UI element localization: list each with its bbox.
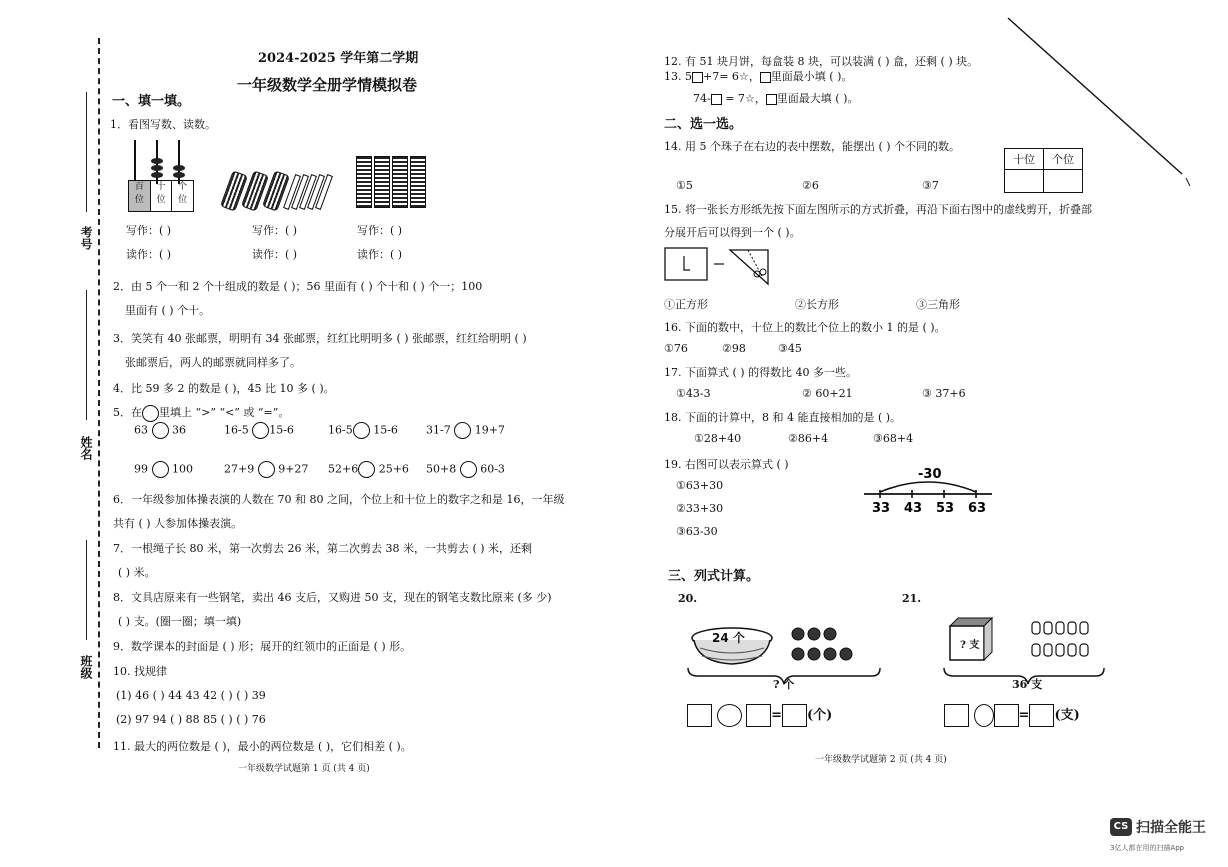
q18-option-3[interactable]: ③68+4 [873,432,914,445]
q1-read-2: 读作：( ) [252,248,298,261]
answer-box[interactable] [782,704,807,727]
tick-label: 53 [936,501,955,516]
xingming-label: 姓名 [79,436,93,460]
q18-text: 18. 下面的计算中，8 和 4 能直接相加的是 ( )。 [664,411,902,424]
q5-text [113,404,289,422]
q20-label: 20. [678,592,698,605]
q13-part: 里面最小填 ( )。 [770,70,853,83]
q19-option-3[interactable]: ③63-30 [676,525,718,538]
q14-option-2[interactable]: ②6 [802,179,819,192]
q17-option-2[interactable]: ② 60+21 [802,387,853,400]
q5-row2-item2 [224,461,308,478]
answer-box[interactable] [687,704,712,727]
q19-text: 19. 右图可以表示算式 ( ) [664,458,789,471]
paper-folding-illustration [664,246,784,286]
q1-write-2: 写作：( ) [252,224,298,237]
q5-row1-item3 [328,422,398,439]
number-line-diagram [860,464,1000,520]
q10-sequence-1: (1) 46 ( ) 44 43 42 ( ) ( ) 39 [116,689,266,702]
answer-circle[interactable] [460,461,477,478]
q3-line2: 张邮票后，两人的邮票就同样多了。 [125,356,301,369]
q5-row1-item4 [426,422,505,439]
q15-line2: 分展开后可以得到一个 ( )。 [664,226,801,239]
xingming-underline [86,290,87,420]
q14-text: 14. 用 5 个珠子在右边的表中摆数，能摆出 ( ) 个不同的数。 [664,140,961,153]
operator-circle[interactable] [717,704,742,727]
q17-option-1[interactable]: ①43-3 [676,387,711,400]
q5-value: 27+9 [224,462,255,476]
q11-text: 11. 最大的两位数是 ( )，最小的两位数是 ( )，它们相差 ( )。 [113,740,412,753]
q16-option-3[interactable]: ③45 [778,342,802,355]
star-icon: ☆ [744,92,755,105]
answer-circle[interactable] [152,422,169,439]
equals-sign: = [1018,708,1030,723]
page2-footer: 一年级数学试题第 2 页 (共 4 页) [815,755,947,765]
q5-prefix: 5．在 [113,406,142,419]
answer-circle[interactable] [152,461,169,478]
q1-read-3: 读作：( ) [357,248,403,261]
scanner-tagline: 3亿人都在用的扫描App [1110,844,1185,852]
box-label: ? 支 [960,640,980,651]
q5-value: 16-5 [328,423,353,437]
abacus-hundreds-pos: 位 [134,195,144,205]
q5-value: 16-5 [224,423,249,437]
ones-header: 个位 [1044,149,1083,170]
q13-part: 74- [693,92,711,105]
q13-part: +7= 6 [703,70,739,83]
section-2-heading: 二、选一选。 [664,117,743,132]
q5-value: 100 [172,462,193,476]
q3-line1: 3．笑笑有 40 张邮票，明明有 34 张邮票，红红比明明多 ( ) 张邮票，红红给明明 ( ) [113,332,527,345]
q21-total-label: 36 支 [1012,678,1043,691]
kaohao-underline [86,92,87,212]
answer-box[interactable] [746,704,771,727]
place-value-blocks-illustration [356,156,428,212]
q15-option-3[interactable]: ③三角形 [916,298,960,311]
blank-square[interactable] [711,94,722,105]
basket-label: 24 个 [712,631,745,645]
q5-row1-item2 [224,422,294,439]
arc-label: -30 [918,467,942,482]
q1-read-1: 读作：( ) [126,248,172,261]
q15-option-1[interactable]: ①正方形 [664,298,708,311]
answer-circle[interactable] [252,422,269,439]
q13-line1 [664,68,852,84]
equals-sign: = [771,708,782,723]
q20-unit: (个) [806,708,833,723]
abacus-tens: 十 [156,182,166,192]
q21-unit: (支) [1054,708,1080,723]
tick-label: 43 [904,501,923,516]
q15-option-2[interactable]: ②长方形 [795,298,839,311]
stick-bundles-illustration [226,172,329,214]
tens-cell [1005,170,1044,193]
q13-line2 [693,90,858,106]
q13-part: = 7 [725,92,745,105]
answer-box[interactable] [944,704,969,727]
q5-row2-item4 [426,461,505,478]
q20-equation [687,704,832,727]
q5-value: 52+6 [328,462,359,476]
banji-label: 班级 [79,655,93,679]
answer-box[interactable] [994,704,1019,727]
q5-value: 31-7 [426,423,451,437]
q5-row1-item1 [134,422,186,439]
q19-option-2[interactable]: ②33+30 [676,502,724,515]
q5-suffix: 里填上 “>” “<” 或 “=”。 [159,406,290,419]
q2-line1: 2．由 5 个一和 2 个十组成的数是 ( )；56 里面有 ( ) 个十和 ( ) 个一；100 [113,280,483,293]
q13-part: ， [748,70,760,83]
q8-line2: ( ) 支。(圈一圈；填一填) [118,615,242,628]
q14-option-3[interactable]: ③7 [922,179,939,192]
banji-underline [86,540,87,640]
q8-line1: 8．文具店原来有一些钢笔，卖出 46 支后，又购进 50 支，现在的钢笔支数比原来 (多 少) [113,591,552,604]
q16-text: 16. 下面的数中，十位上的数比个位上的数小 1 的是 ( )。 [664,321,946,334]
q5-value: 19+7 [474,423,505,437]
q10-sequence-2: (2) 97 94 ( ) 88 85 ( ) ( ) 76 [116,713,266,726]
q5-row2-item3 [328,461,409,478]
binding-dashed-line [98,38,100,748]
answer-circle[interactable] [358,461,375,478]
q5-value: 60-3 [480,462,505,476]
q13-part: ， [754,92,766,105]
blank-square[interactable] [692,72,703,83]
q1-write-3: 写作：( ) [357,224,403,237]
abacus-hundreds: 百 [134,182,144,192]
q5-row2-item1 [134,461,193,478]
q19-option-1[interactable]: ①63+30 [676,479,724,492]
q1-text: 1．看图写数、读数。 [110,118,216,131]
ones-cell [1044,170,1083,193]
q7-line2: ( ) 米。 [118,566,156,579]
section-3-heading: 三、列式计算。 [668,569,760,584]
answer-circle[interactable] [454,422,471,439]
abacus-ones: 个 [178,182,188,192]
q13-part: 里面最大填 ( )。 [776,92,859,105]
compare-circle-icon [142,405,159,422]
q16-option-1[interactable]: ①76 [664,342,688,355]
page1-footer: 一年级数学试题第 1 页 (共 4 页) [238,764,370,774]
abacus-tens-pos: 位 [156,195,166,205]
q6-line2: 共有 ( ) 人参加体操表演。 [113,517,243,530]
q5-value: 36 [172,423,186,437]
q9-text: 9．数学课本的封面是 ( ) 形；展开的红领巾的正面是 ( ) 形。 [113,640,412,653]
q13-part: 13. 5 [664,70,692,83]
operator-circle[interactable] [974,704,994,727]
scanner-brand: 扫描全能王 [1136,820,1206,836]
q2-line2: 里面有 ( ) 个十。 [125,304,211,317]
blank-square[interactable] [760,72,771,83]
q16-option-2[interactable]: ②98 [722,342,746,355]
q5-value: 15-6 [269,423,294,437]
q5-value: 9+27 [278,462,309,476]
q5-value: 15-6 [373,423,398,437]
q21-label: 21. [902,592,922,605]
q15-line1: 15. 将一张长方形纸先按下面左图所示的方式折叠，再沿下面右图中的虚线剪开，折叠部 [664,203,1092,216]
q5-value: 25+6 [378,462,409,476]
exam-title: 一年级数学全册学情模拟卷 [237,76,418,94]
q7-line1: 7．一根绳子长 80 米，第一次剪去 26 米，第二次剪去 38 米，一共剪去 ( ) 米，还剩 [113,542,533,555]
tens-header: 十位 [1005,149,1044,170]
q1-write-1: 写作：( ) [126,224,172,237]
q12-text: 12. 有 51 块月饼，每盒装 8 块，可以装满 ( ) 盒，还剩 ( ) 块。 [664,55,979,68]
q17-text: 17. 下面算式 ( ) 的得数比 40 多一些。 [664,366,858,379]
tick-label: 33 [872,501,891,516]
star-icon: ☆ [738,70,749,83]
answer-circle[interactable] [353,422,370,439]
q4-text: 4．比 59 多 2 的数是 ( )，45 比 10 多 ( )。 [113,382,335,395]
section-1-heading: 一、填一填。 [112,94,191,109]
scanner-logo-icon: CS [1110,818,1132,836]
q17-option-3[interactable]: ③ 37+6 [922,387,966,400]
q5-value: 63 [134,423,148,437]
q6-line1: 6．一年级参加体操表演的人数在 70 和 80 之间，个位上和十位上的数字之和是 16，一年级 [113,493,565,506]
abacus-illustration [128,136,192,212]
q18-option-1[interactable]: ①28+40 [694,432,742,445]
answer-box[interactable] [1029,704,1054,727]
kaohao-label: 考号 [79,226,93,250]
q5-value: 99 [134,462,148,476]
q18-option-2[interactable]: ②86+4 [788,432,829,445]
place-value-table [1004,148,1083,193]
q14-option-1[interactable]: ①5 [676,179,693,192]
q10-text: 10. 找规律 [113,665,167,678]
blank-square[interactable] [766,94,777,105]
q5-value: 50+8 [426,462,457,476]
exam-year-title: 2024-2025 学年第二学期 [258,51,419,66]
q21-equation [944,704,1080,727]
q20-total-label: ? 个 [773,678,795,691]
answer-circle[interactable] [258,461,275,478]
tick-label: 63 [968,501,987,516]
abacus-ones-pos: 位 [178,195,188,205]
